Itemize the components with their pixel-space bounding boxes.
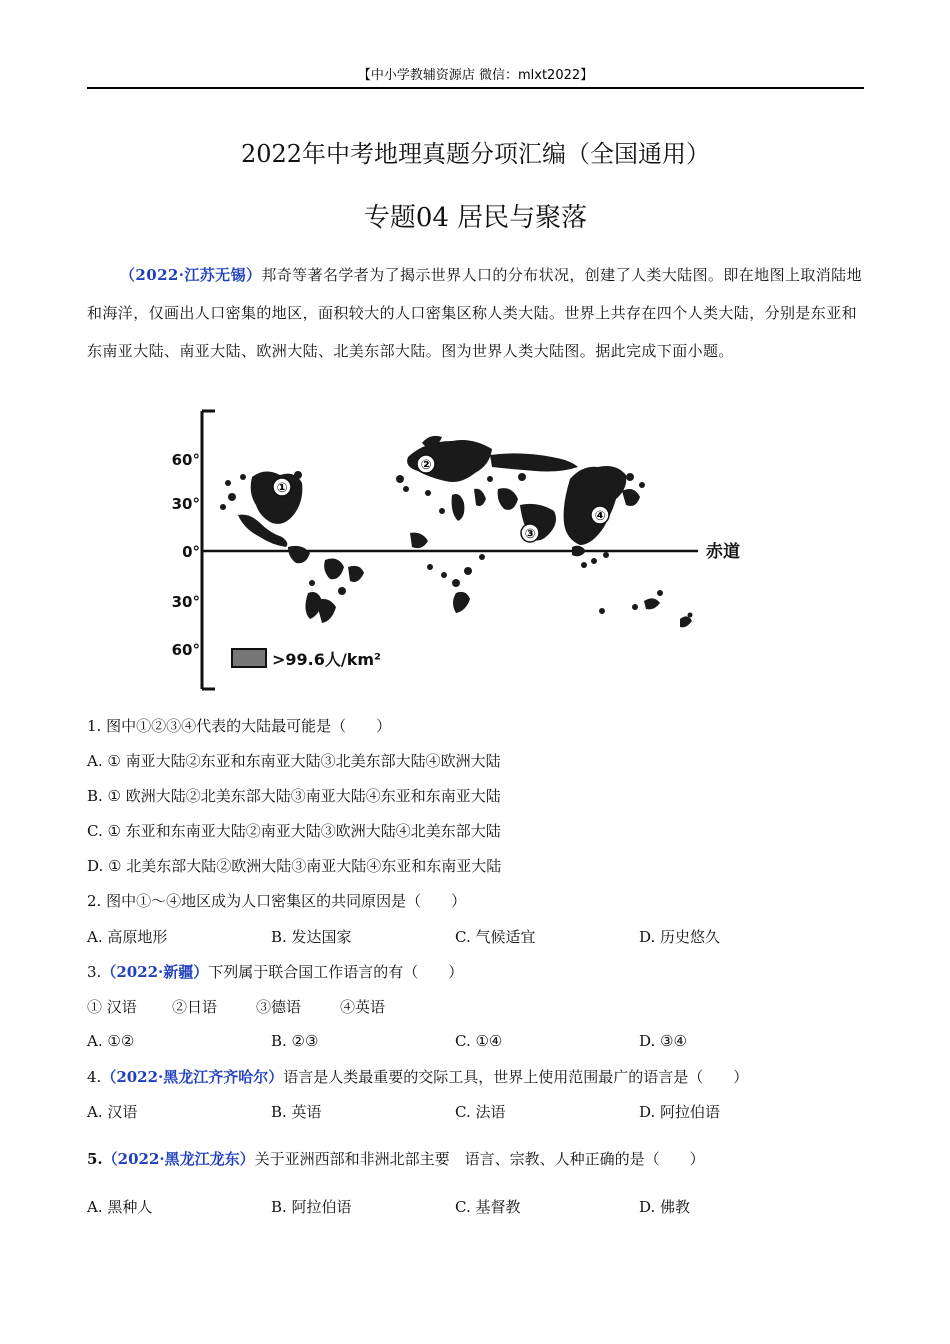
marker-1: ①	[276, 481, 288, 496]
question-3-option-d: D. ③④	[639, 1032, 687, 1050]
question-1-option-d: D. ① 北美东部大陆②欧洲大陆③南亚大陆④东亚和东南亚大陆	[87, 857, 502, 875]
lat-label: 30°	[171, 495, 200, 513]
question-2-option-c: C. 气候适宜	[455, 928, 536, 946]
question-3-text: 下列属于联合国工作语言的有（ ）	[208, 963, 464, 981]
question-4-option-d: D. 阿拉伯语	[639, 1103, 721, 1121]
intro-text: 邦奇等著名学者为了揭示世界人口的分布状况，创建了人类大陆图。即在地图上取消陆地和海洋，仅画出人口密集的地区，面积较大的人口密集区称人类大陆。世界上共存在四个人类大陆，分别是东亚和东南亚大陆、南亚大陆、欧洲大陆、北美东部大陆。图为世界人类大陆图。据此完成下面小题。	[87, 266, 862, 360]
intro-source: （2022·江苏无锡）	[120, 266, 262, 284]
question-3-source: （2022·新疆）	[101, 963, 209, 981]
question-3-item: ④英语	[340, 998, 386, 1016]
topic-title: 专题04 居民与聚落	[363, 203, 588, 233]
human-continent-map	[160, 405, 760, 695]
question-3-item: ②日语	[172, 998, 218, 1016]
marker-3: ③	[524, 527, 536, 542]
legend-swatch	[232, 649, 266, 667]
question-4-option-a: A. 汉语	[87, 1103, 138, 1121]
question-1-option-c: C. ① 东亚和东南亚大陆②南亚大陆③欧洲大陆④北美东部大陆	[87, 822, 501, 840]
question-3-option-a: A. ①②	[87, 1032, 135, 1050]
marker-4: ④	[594, 509, 606, 524]
question-1-option-b: B. ① 欧洲大陆②北美东部大陆③南亚大陆④东亚和东南亚大陆	[87, 787, 501, 805]
lat-label: 60°	[171, 641, 200, 659]
question-3-stem	[87, 962, 463, 982]
question-4-text: 语言是人类最重要的交际工具，世界上使用范围最广的语言是（ ）	[283, 1068, 749, 1086]
question-5-option-d: D. 佛教	[639, 1198, 691, 1216]
page-header: 【中小学教辅资源店 微信：mlxt2022】	[357, 68, 594, 83]
header-divider	[87, 87, 864, 89]
lat-label: 0°	[182, 543, 200, 561]
question-2-option-a: A. 高原地形	[87, 928, 168, 946]
document-title: 2022年中考地理真题分项汇编（全国通用）	[240, 140, 711, 168]
question-2-option-d: D. 历史悠久	[639, 928, 721, 946]
question-5-text: 关于亚洲西部和非洲北部主要 语言、宗教、人种正确的是（ ）	[254, 1150, 705, 1168]
question-5-number: 5.	[87, 1150, 103, 1168]
question-4-number: 4.	[87, 1068, 102, 1086]
question-3-number: 3.	[87, 963, 102, 981]
question-3-option-b: B. ②③	[271, 1032, 319, 1050]
question-2-stem: 2. 图中①～④地区成为人口密集区的共同原因是（ ）	[87, 892, 467, 910]
question-5-option-b: B. 阿拉伯语	[271, 1198, 352, 1216]
intro-paragraph	[87, 256, 864, 370]
question-5-option-a: A. 黑种人	[87, 1198, 153, 1216]
marker-2: ②	[420, 458, 432, 473]
question-3-item: ③德语	[256, 998, 302, 1016]
question-1-option-a: A. ① 南亚大陆②东亚和东南亚大陆③北美东部大陆④欧洲大陆	[87, 752, 501, 770]
question-5-source: （2022·黑龙江龙东）	[102, 1150, 255, 1168]
question-4-source: （2022·黑龙江齐齐哈尔）	[101, 1068, 284, 1086]
legend-label: >99.6人/km²	[272, 650, 382, 669]
question-1-stem: 1. 图中①②③④代表的大陆最可能是（ ）	[87, 717, 392, 735]
lat-label: 60°	[171, 451, 200, 469]
question-4-stem	[87, 1067, 748, 1087]
question-4-option-c: C. 法语	[455, 1103, 506, 1121]
lat-label: 30°	[171, 593, 200, 611]
question-3-item: ① 汉语	[87, 998, 137, 1016]
question-4-option-b: B. 英语	[271, 1103, 322, 1121]
question-5-option-c: C. 基督教	[455, 1198, 521, 1216]
question-5-stem	[87, 1149, 705, 1169]
equator-label: 赤道	[706, 542, 740, 562]
population-dense-areas	[202, 411, 698, 689]
question-3-option-c: C. ①④	[455, 1032, 503, 1050]
question-2-option-b: B. 发达国家	[271, 928, 352, 946]
